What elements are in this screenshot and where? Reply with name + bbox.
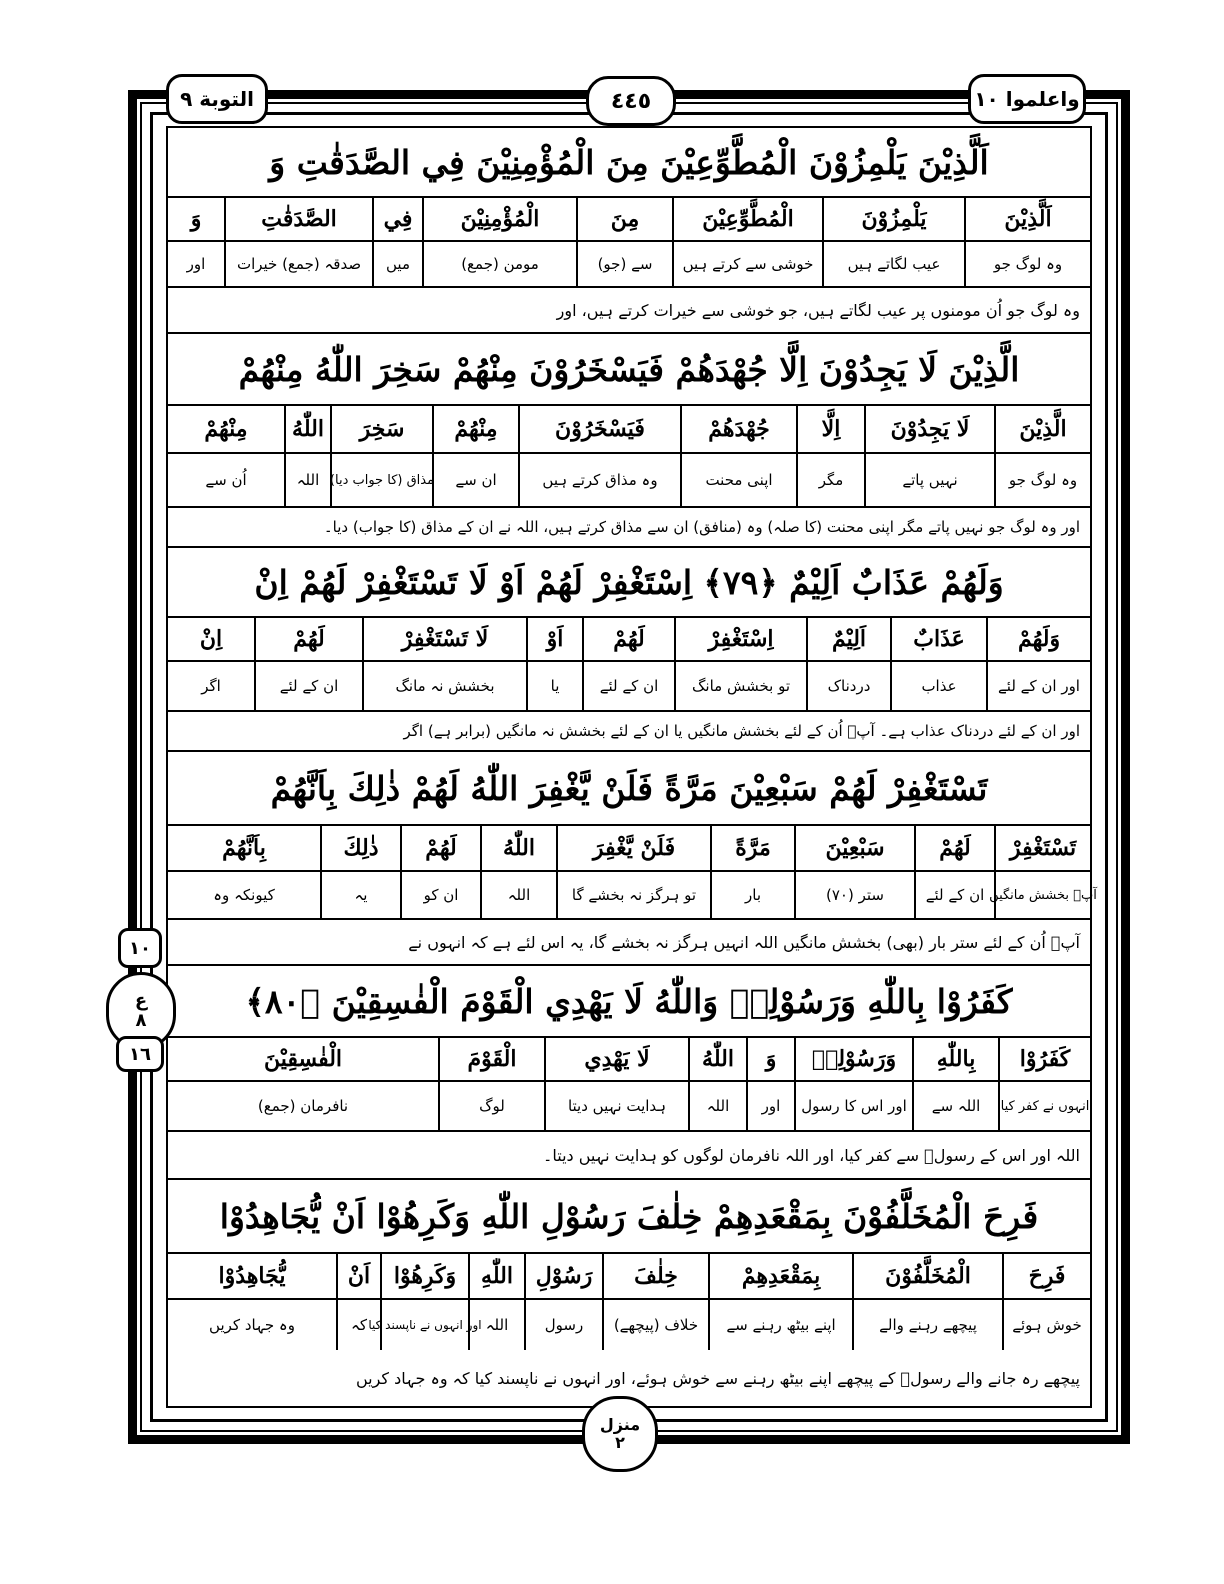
verse-line: اَلَّذِيْنَ يَلْمِزُوْنَ الْمُطَّوِّعِيْنَ مِنَ الْمُؤْمِنِيْنَ فِي الصَّدَقٰتِ وَ: [168, 128, 1090, 198]
word-meaning: سے (جو): [576, 242, 672, 286]
word-arabic: الْفٰسِقِيْنَ: [263, 1046, 343, 1072]
word-meaning: ستر (٧٠): [794, 872, 914, 918]
word-meaning: اگر: [201, 677, 221, 695]
section-1: [168, 128, 1090, 288]
word-arabic: بِاَنَّهُمْ: [222, 835, 266, 861]
word-meaning: رسول: [524, 1300, 602, 1350]
word-meaning: مومن (جمع): [422, 242, 576, 286]
word-arabic: الْمُؤْمِنِيْنَ: [422, 198, 576, 240]
word-arabic: وَرَسُوْلِهٖ: [794, 1038, 912, 1080]
word-row-urdu: [168, 872, 1097, 920]
translation-line: اور وہ لوگ جو نہیں پاتے مگر اپنی محنت (کا صلہ) وہ (منافق) ان سے مذاق کرتے ہیں، اللہ نے ان کے مذاق (کا جواب) دیا۔: [168, 508, 1090, 548]
word-meaning: اپنی محنت: [680, 454, 796, 506]
word-arabic: سَخِرَ: [330, 406, 432, 452]
surah-name-label: التوبة ٩: [166, 74, 268, 124]
word-meaning: اور: [746, 1082, 794, 1130]
word-meaning: بار: [710, 872, 794, 918]
word-meaning: کیونکہ وہ: [213, 886, 275, 904]
word-row-urdu: [168, 454, 1090, 508]
word-meaning: اور اس کا رسول: [794, 1082, 912, 1130]
verse-line: الَّذِيْنَ لَا يَجِدُوْنَ اِلَّا جُهْدَهُمْ فَيَسْخَرُوْنَ مِنْهُمْ سَخِرَ اللّٰهُ مِنْهُمْ: [168, 334, 1090, 406]
word-arabic: مِنَ: [576, 198, 672, 240]
word-arabic: لَا يَهْدِي: [544, 1038, 688, 1080]
word-arabic: خِلٰفَ: [602, 1254, 708, 1298]
translation-1-row: [168, 288, 1090, 334]
word-meaning: مگر: [796, 454, 864, 506]
manzil-badge: [582, 1396, 658, 1472]
word-arabic: اَلِيْمٌ: [806, 618, 890, 660]
word-arabic: لَهُمْ: [254, 618, 362, 660]
verse-line: وَلَهُمْ عَذَابٌ اَلِيْمٌ ﴿٧٩﴾ اِسْتَغْفِرْ لَهُمْ اَوْ لَا تَسْتَغْفِرْ لَهُمْ اِنْ: [168, 548, 1090, 618]
word-arabic: الصَّدَقٰتِ: [224, 198, 372, 240]
word-meaning: اللہ سے: [912, 1082, 998, 1130]
translation-line: اللہ اور اس کے رسولؐ سے کفر کیا، اور اللہ نافرمان لوگوں کو ہدایت نہیں دیتا۔: [168, 1132, 1090, 1180]
ruku-ayah-count: ١٠: [118, 928, 162, 968]
word-meaning: وہ جہاد کریں: [209, 1316, 295, 1334]
word-meaning: بخشش نہ مانگ: [362, 662, 526, 710]
word-arabic: اَلَّذِيْنَ: [964, 198, 1090, 240]
word-arabic: الْمُطَّوِّعِيْنَ: [672, 198, 822, 240]
word-arabic: مَرَّةً: [710, 826, 794, 870]
translation-line: وہ لوگ جو اُن مومنوں پر عیب لگاتے ہیں، جو خوشی سے خیرات کرتے ہیں، اور: [168, 288, 1090, 334]
word-meaning: تو بخشش مانگ: [674, 662, 806, 710]
word-arabic: اللّٰهُ: [688, 1038, 746, 1080]
word-meaning: خوش ہوئے: [1002, 1300, 1090, 1350]
para-name-label: واعلموا ١٠: [968, 74, 1086, 124]
word-arabic: سَبْعِيْنَ: [794, 826, 914, 870]
word-meaning: یا: [526, 662, 582, 710]
word-arabic: وَ: [746, 1038, 794, 1080]
word-meaning: نہیں پاتے: [864, 454, 994, 506]
word-arabic: وَلَهُمْ: [986, 618, 1090, 660]
section-3: [168, 548, 1090, 712]
word-arabic: ذٰلِكَ: [320, 826, 400, 870]
word-arabic: لَهُمْ: [582, 618, 674, 660]
word-arabic: لَهُمْ: [400, 826, 480, 870]
word-arabic: الْقَوْمَ: [438, 1038, 544, 1080]
ruku-sign: ع: [134, 990, 148, 1011]
word-row-arabic: [168, 618, 1090, 662]
word-arabic: فِي: [372, 198, 422, 240]
word-meaning: اللہ: [688, 1082, 746, 1130]
word-arabic: اِنْ: [199, 626, 223, 652]
word-arabic: عَذَابٌ: [890, 618, 986, 660]
page-number: ٤٤٥: [586, 76, 676, 126]
word-row-urdu: [168, 662, 1090, 712]
word-row-arabic: [168, 1254, 1090, 1300]
word-meaning: ہدایت نہیں دیتا: [544, 1082, 688, 1130]
word-arabic: اَوْ: [526, 618, 582, 660]
word-arabic: وَ: [190, 206, 202, 232]
word-meaning: لوگ: [438, 1082, 544, 1130]
word-row-arabic: [168, 1038, 1090, 1082]
manzil-label: منزل: [599, 1415, 641, 1434]
word-arabic: اللّٰهِ: [468, 1254, 524, 1298]
word-meaning: اُن سے: [205, 471, 247, 489]
word-meaning: خوشی سے کرتے ہیں: [672, 242, 822, 286]
section-6: [168, 1180, 1090, 1350]
word-arabic: كَفَرُوْا: [998, 1038, 1090, 1080]
verse-line: فَرِحَ الْمُخَلَّفُوْنَ بِمَقْعَدِهِمْ خِلٰفَ رَسُوْلِ اللّٰهِ وَكَرِهُوْا اَنْ يُّجَاهِدُوْا: [168, 1180, 1090, 1254]
word-arabic: جُهْدَهُمْ: [680, 406, 796, 452]
word-arabic: رَسُوْلِ: [524, 1254, 602, 1298]
word-arabic: مِنْهُمْ: [204, 416, 248, 442]
word-row-urdu: [168, 242, 1090, 288]
word-meaning: انہوں نے کفر کیا: [998, 1082, 1090, 1130]
word-arabic: لَهُمْ: [914, 826, 994, 870]
word-meaning: اللہ: [284, 454, 330, 506]
word-arabic: اِلَّا: [796, 406, 864, 452]
translation-line: پیچھے رہ جانے والے رسولؐ کے پیچھے اپنے بیٹھ رہنے سے خوش ہوئے، اور انہوں نے ناپسند کیا کہ وہ جہاد کریں: [355, 1368, 1080, 1388]
word-arabic: تَسْتَغْفِرْ: [994, 826, 1090, 870]
word-meaning: ان کے لئے: [914, 872, 994, 918]
word-meaning: دردناک: [806, 662, 890, 710]
word-arabic: يُّجَاهِدُوْا: [218, 1263, 286, 1289]
word-meaning: پیچھے رہنے والے: [852, 1300, 1002, 1350]
word-meaning: اللہ: [480, 872, 556, 918]
translation-line: آپؐ اُن کے لئے ستر بار (بھی) بخشش مانگیں اللہ انہیں ہرگز نہ بخشے گا، یہ اس لئے ہے کہ انہوں نے: [168, 920, 1090, 966]
word-arabic: بِمَقْعَدِهِمْ: [708, 1254, 852, 1298]
word-arabic: الَّذِيْنَ: [994, 406, 1090, 452]
word-meaning: عیب لگاتے ہیں: [822, 242, 964, 286]
word-meaning: یہ: [320, 872, 400, 918]
translation-5-row: [168, 1132, 1090, 1180]
word-meaning: ان کے لئے: [254, 662, 362, 710]
word-meaning: ان کے لئے: [582, 662, 674, 710]
section-5: [168, 966, 1090, 1132]
word-arabic: فَرِحَ: [1002, 1254, 1090, 1298]
word-meaning: وہ مذاق کرتے ہیں: [518, 454, 680, 506]
word-arabic: اِسْتَغْفِرْ: [674, 618, 806, 660]
running-ruku-number: ١٦: [116, 1036, 164, 1072]
ruku-number: ٨: [135, 1010, 147, 1031]
translation-3-row: [168, 712, 1090, 752]
word-arabic: فَيَسْخَرُوْنَ: [518, 406, 680, 452]
translation-4-row: [168, 920, 1090, 966]
word-arabic: الْمُخَلَّفُوْنَ: [852, 1254, 1002, 1298]
translation-2-row: [168, 508, 1090, 548]
word-meaning: نافرمان (جمع): [257, 1097, 349, 1115]
word-meaning: صدقہ (جمع) خیرات: [224, 242, 372, 286]
verse-line: كَفَرُوْا بِاللّٰهِ وَرَسُوْلِهٖ وَاللّٰهُ لَا يَهْدِي الْقَوْمَ الْفٰسِقِيْنَ ﴿٨٠﴾: [168, 966, 1090, 1038]
word-arabic: مِنْهُمْ: [432, 406, 518, 452]
manzil-number: ٢: [615, 1433, 625, 1452]
word-meaning: اپنے بیٹھ رہنے سے: [708, 1300, 852, 1350]
word-arabic: وَكَرِهُوْا: [380, 1254, 468, 1298]
translation-line: اور ان کے لئے دردناک عذاب ہے۔ آپؐ اُن کے لئے بخشش مانگیں یا ان کے لئے بخشش نہ مانگیں (برابر ہے) اگر: [168, 712, 1090, 752]
word-arabic: اللّٰهُ: [284, 406, 330, 452]
section-4: [168, 752, 1097, 920]
word-row-arabic: [168, 406, 1090, 454]
section-2: [168, 334, 1090, 508]
word-arabic: لَا تَسْتَغْفِرْ: [362, 618, 526, 660]
word-meaning: عذاب: [890, 662, 986, 710]
word-meaning: وہ لوگ جو: [964, 242, 1090, 286]
word-meaning: تو ہرگز نہ بخشے گا: [556, 872, 710, 918]
word-arabic: اللّٰهُ: [480, 826, 556, 870]
word-arabic: بِاللّٰهِ: [912, 1038, 998, 1080]
word-arabic: اَنْ: [336, 1254, 380, 1298]
word-meaning: مذاق (کا جواب دیا): [330, 454, 432, 506]
word-row-urdu: [168, 1300, 1090, 1350]
word-row-arabic: [168, 198, 1090, 242]
word-row-urdu: [168, 1082, 1090, 1132]
word-meaning: ان سے: [432, 454, 518, 506]
word-meaning: ان کو: [400, 872, 480, 918]
word-row-arabic: [168, 826, 1090, 872]
word-meaning: وہ لوگ جو: [994, 454, 1090, 506]
word-arabic: يَلْمِزُوْنَ: [822, 198, 964, 240]
word-meaning: خلاف (پیچھے): [602, 1300, 708, 1350]
word-arabic: لَا يَجِدُوْنَ: [864, 406, 994, 452]
word-meaning: اور: [186, 255, 206, 273]
word-meaning: میں: [372, 242, 422, 286]
word-arabic: فَلَنْ يَّغْفِرَ: [556, 826, 710, 870]
word-meaning: اللہ: [468, 1300, 524, 1350]
word-meaning: اور انہوں نے ناپسند کیا: [380, 1300, 468, 1350]
verse-line: تَسْتَغْفِرْ لَهُمْ سَبْعِيْنَ مَرَّةً فَلَنْ يَّغْفِرَ اللّٰهُ لَهُمْ ذٰلِكَ بِاَنَّهُمْ: [168, 752, 1090, 826]
word-meaning: کہ: [336, 1300, 380, 1350]
word-meaning: اور ان کے لئے: [986, 662, 1090, 710]
word-meaning: آپؐ بخشش مانگیں: [994, 872, 1090, 918]
